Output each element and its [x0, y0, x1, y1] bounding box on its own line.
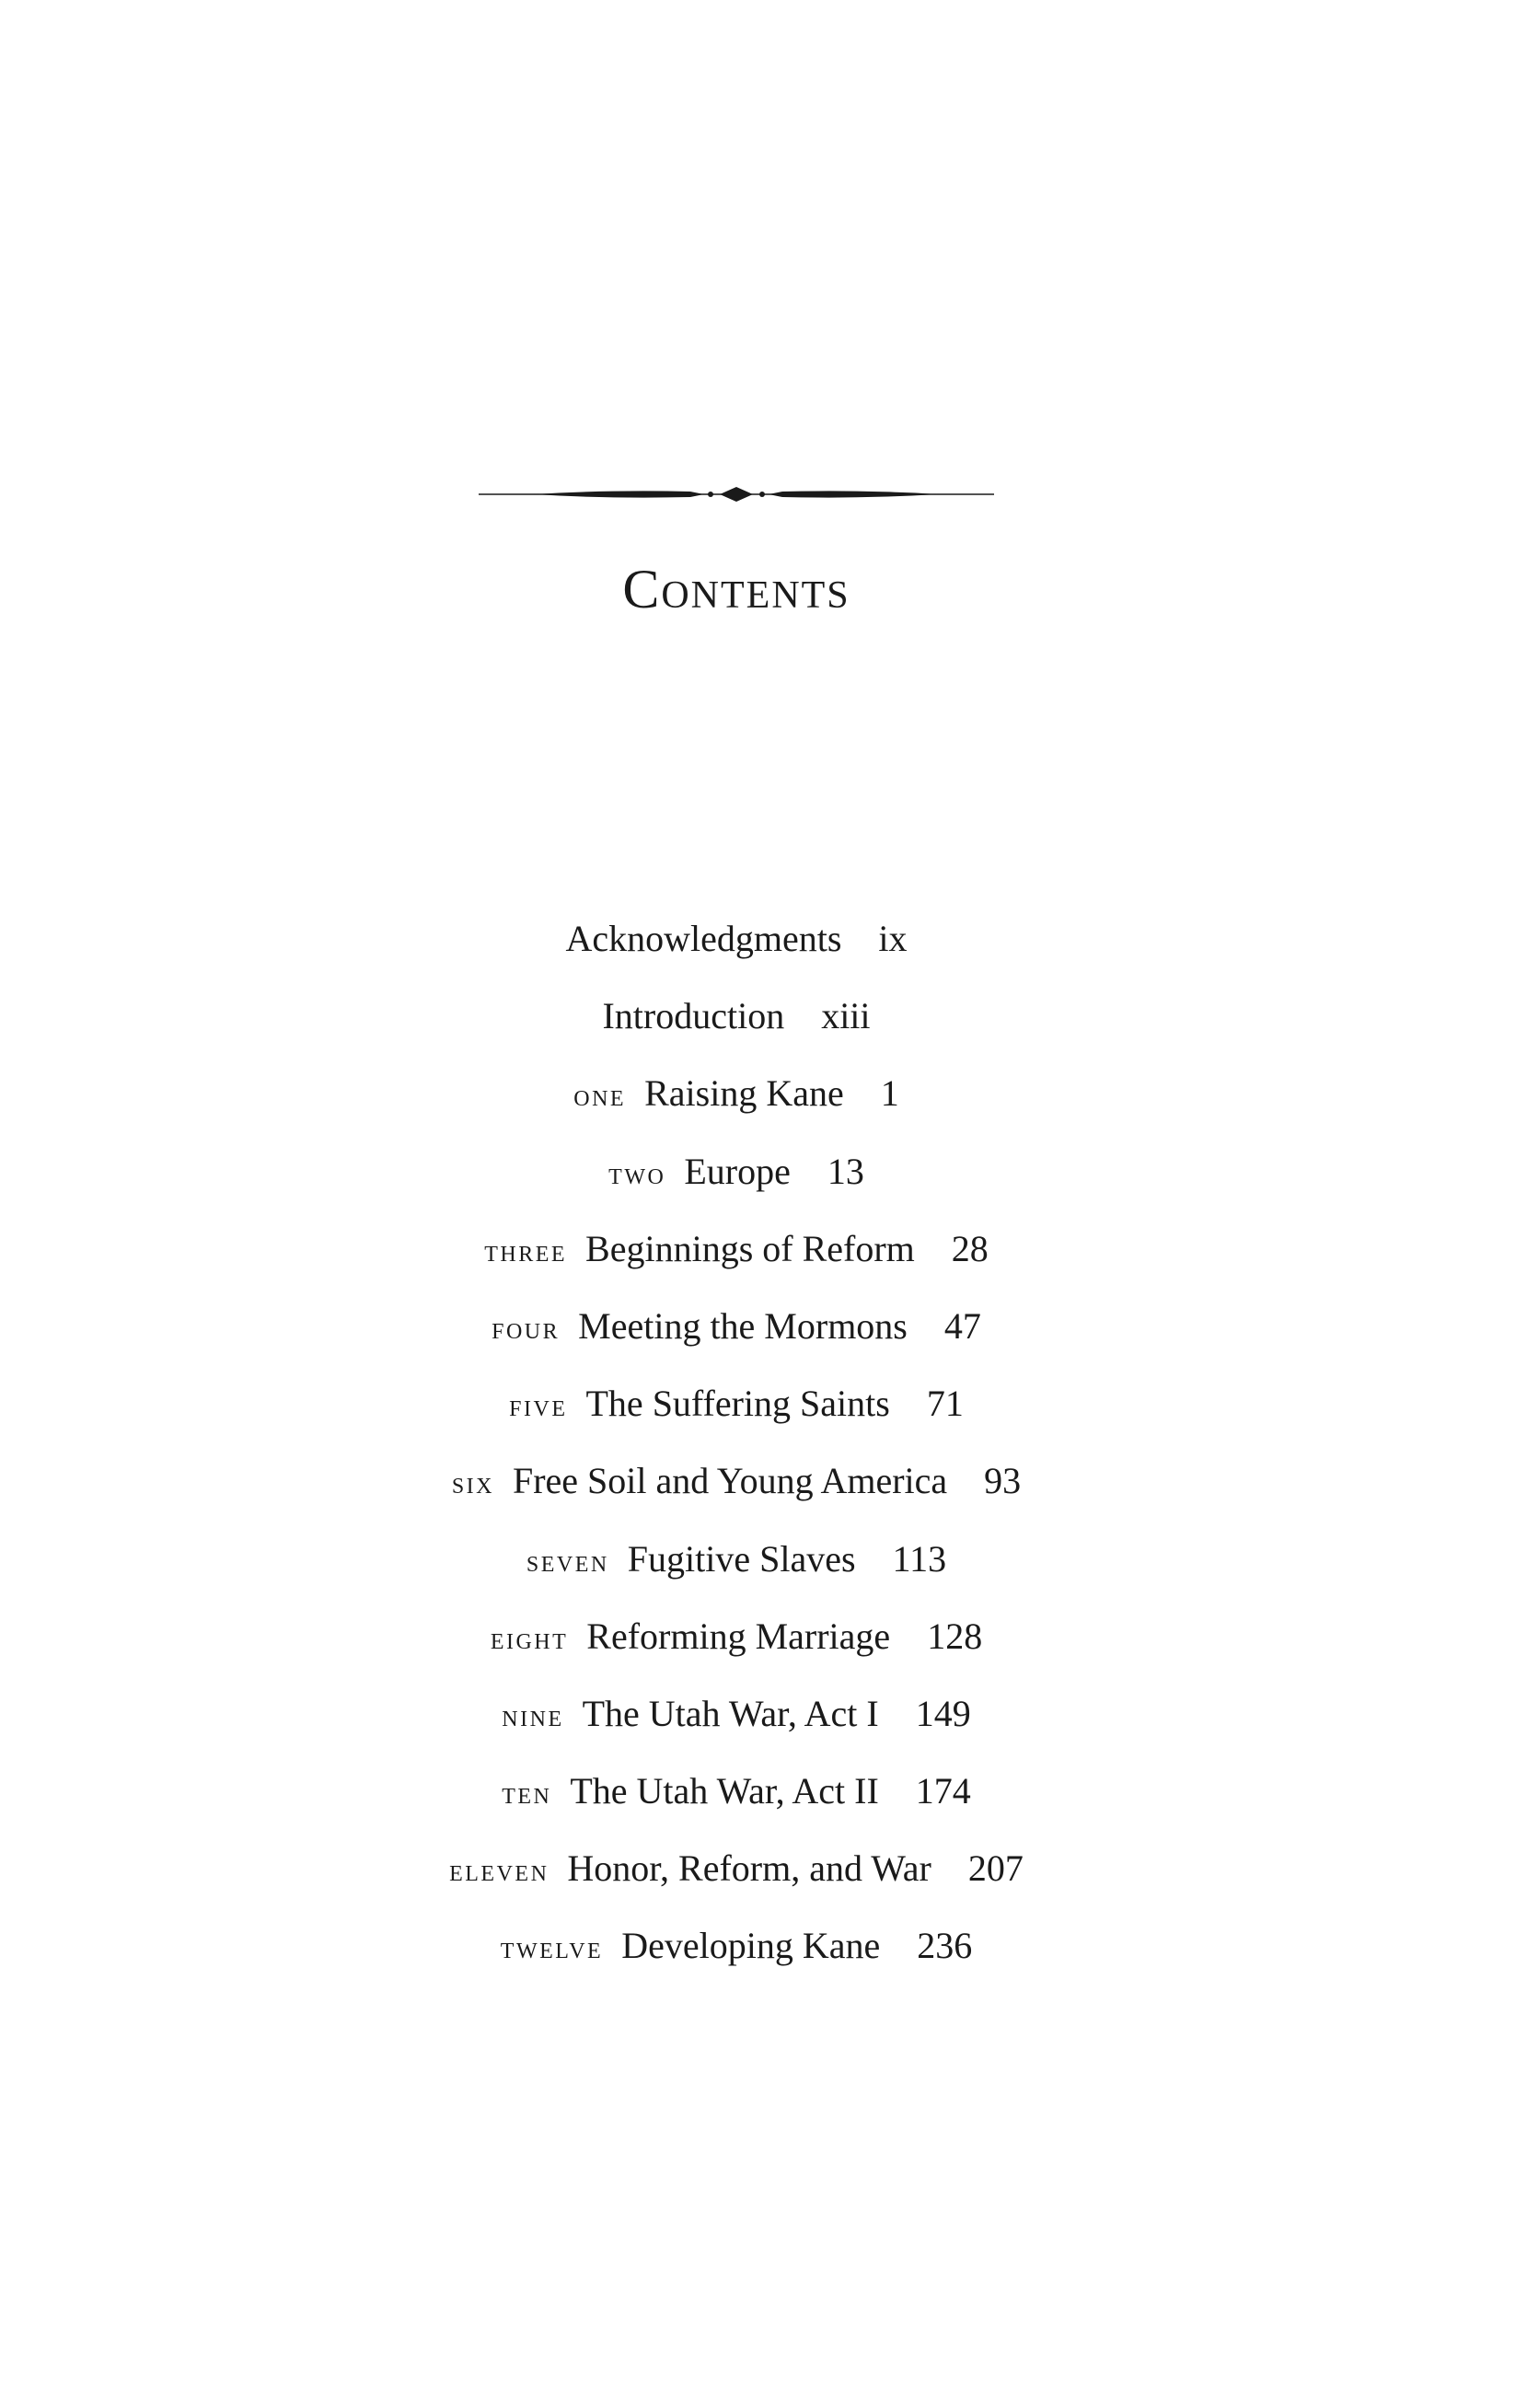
chapter-title: The Utah War, Act II	[570, 1770, 879, 1812]
page-title: Contents	[622, 559, 850, 619]
chapter-number: nine	[502, 1698, 564, 1733]
chapter-title: Introduction	[602, 995, 785, 1037]
chapter-number: one	[573, 1079, 627, 1114]
page-number: xiii	[821, 995, 871, 1037]
chapter-title: Beginnings of Reform	[585, 1227, 915, 1269]
page-number: 128	[927, 1615, 983, 1657]
chapter-number: six	[451, 1466, 494, 1501]
page-number: 1	[880, 1072, 899, 1115]
page-number: 47	[943, 1304, 981, 1347]
chapter-title: Europe	[684, 1150, 791, 1192]
page-number: 149	[915, 1692, 971, 1734]
chapter-number: seven	[526, 1544, 609, 1579]
chapter-title: Free Soil and Young America	[512, 1460, 948, 1502]
chapter-title: Meeting the Mormons	[578, 1304, 908, 1347]
page-number: 13	[827, 1150, 864, 1192]
toc-entry[interactable]	[0, 1144, 1473, 1221]
chapter-title: Honor, Reform, and War	[567, 1847, 931, 1890]
toc-entry[interactable]	[0, 911, 1473, 989]
toc-entry[interactable]	[0, 1376, 1473, 1453]
page-number: ix	[878, 918, 908, 959]
chapter-title: Developing Kane	[621, 1925, 881, 1967]
ornament-divider	[479, 480, 994, 508]
table-of-contents	[0, 911, 1473, 1997]
chapter-title: Acknowledgments	[565, 918, 842, 959]
chapter-number: eight	[490, 1621, 569, 1656]
toc-entry[interactable]	[0, 1453, 1473, 1531]
page-number: 236	[917, 1925, 973, 1967]
toc-entry[interactable]	[0, 1918, 1473, 1996]
toc-entry[interactable]	[0, 1764, 1473, 1841]
toc-entry[interactable]	[0, 1841, 1473, 1918]
page-number: 93	[984, 1460, 1022, 1502]
page-number: 71	[926, 1383, 964, 1425]
toc-entry[interactable]	[0, 1221, 1473, 1299]
chapter-title: Fugitive Slaves	[627, 1537, 856, 1580]
chapter-title: The Suffering Saints	[585, 1383, 890, 1425]
chapter-number: five	[509, 1389, 568, 1424]
page-number: 174	[915, 1770, 971, 1812]
page-number: 28	[951, 1227, 989, 1269]
page-number: 207	[967, 1847, 1024, 1890]
page-number: 113	[892, 1537, 947, 1580]
toc-entry[interactable]	[0, 1609, 1473, 1686]
toc-entry[interactable]	[0, 1066, 1473, 1143]
toc-entry[interactable]	[0, 1686, 1473, 1764]
chapter-title: Raising Kane	[644, 1072, 844, 1115]
chapter-number: twelve	[500, 1931, 604, 1966]
toc-entry[interactable]	[0, 1532, 1473, 1609]
chapter-number: ten	[502, 1777, 552, 1812]
chapter-title: The Utah War, Act I	[582, 1692, 879, 1734]
chapter-number: eleven	[449, 1854, 549, 1889]
chapter-number: four	[492, 1311, 561, 1346]
toc-entry[interactable]	[0, 1299, 1473, 1376]
toc-entry[interactable]	[0, 989, 1473, 1066]
chapter-number: two	[608, 1156, 666, 1191]
chapter-title: Reforming Marriage	[586, 1615, 891, 1657]
chapter-number: three	[484, 1233, 568, 1268]
